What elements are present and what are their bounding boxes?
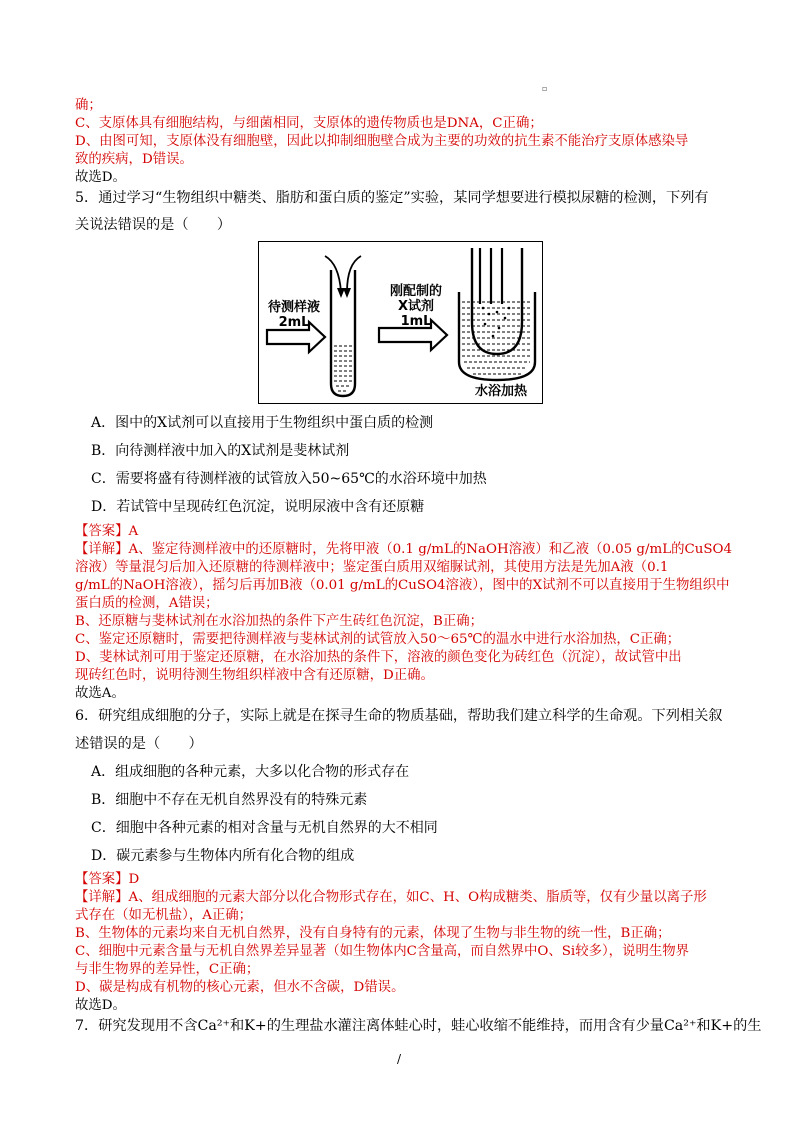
option-d: D．碳元素参与生物体内所有化合物的组成 xyxy=(91,848,355,864)
analysis-line: 确； xyxy=(75,98,102,113)
option-b: B．细胞中不存在无机自然界没有的特殊元素 xyxy=(91,792,368,808)
reagent-label: 刚配制的 xyxy=(389,284,442,299)
reagent-volume-label: 1mL xyxy=(400,314,432,329)
analysis-line: D、斐林试剂可用于鉴定还原糖，在水浴加热的条件下，溶液的颜色变化为砖红色（沉淀），故试管中出 xyxy=(75,650,682,665)
analysis-line: g/mL的NaOH溶液），摇匀后再加B液（0.01 g/mL的CuSO4溶液），图中的X试剂不可以直接用于生物组织中 xyxy=(75,578,730,593)
analysis-line: D、由图可知，支原体没有细胞壁，因此以抑制细胞壁合成为主要的功效的抗生素不能治疗支原体感染导 xyxy=(75,134,689,149)
option-a: A．图中的X试剂可以直接用于生物组织中蛋白质的检测 xyxy=(91,415,434,431)
option-a: A．组成细胞的各种元素，大多以化合物的形式存在 xyxy=(91,764,410,780)
analysis-line: 溶液）等量混匀后加入还原糖的待测样液中；鉴定蛋白质用双缩脲试剂，其使用方法是先加A液（0.1 xyxy=(75,560,669,575)
page-footer: / xyxy=(397,1052,402,1066)
margin-mark: ▫ xyxy=(542,84,548,93)
analysis-line: 现砖红色时，说明待测生物组织样液中含有还原糖，D正确。 xyxy=(75,668,434,683)
reagent-name-label: X试剂 xyxy=(397,299,435,314)
analysis-line: 【详解】A、鉴定待测样液中的还原糖时，先将甲液（0.1 g/mL的NaOH溶液）和乙液（0.05 g/mL的CuSO4 xyxy=(75,542,733,557)
option-c: C．细胞中各种元素的相对含量与无机自然界的大不相同 xyxy=(91,820,438,836)
answer-line: 【答案】D xyxy=(75,872,140,887)
analysis-line: C、细胞中元素含量与无机自然界差异显著（如生物体内C含量高，而自然界中O、Si较多），说明生物界 xyxy=(75,944,690,959)
analysis-line: 式存在（如无机盐），A正确； xyxy=(75,908,253,923)
experiment-figure xyxy=(258,241,543,404)
choice-line: 故选A。 xyxy=(75,686,125,701)
analysis-line: C、支原体具有细胞结构，与细菌相同，支原体的遗传物质也是DNA，C正确； xyxy=(75,116,543,131)
analysis-line: 致的疾病，D错误。 xyxy=(75,152,193,167)
answer-line: 【答案】A xyxy=(75,524,139,539)
choice-line: 故选D。 xyxy=(75,170,126,185)
water-bath-label: 水浴加热 xyxy=(474,384,527,399)
question-5-stem: 5．通过学习“生物组织中糖类、脂肪和蛋白质的鉴定”实验，某同学想要进行模拟尿糖的检测，下列有 xyxy=(75,190,709,206)
analysis-line: C、鉴定还原糖时，需要把待测样液与斐林试剂的试管放入50～65℃的温水中进行水浴加热，C正确； xyxy=(75,632,681,647)
analysis-line: 与非生物界的差异性，C正确； xyxy=(75,962,260,977)
question-6-stem: 述错误的是（ ） xyxy=(75,736,203,752)
option-b: B．向待测样液中加入的X试剂是斐林试剂 xyxy=(91,443,350,459)
analysis-line: 【详解】A、组成细胞的元素大部分以化合物形式存在，如C、H、O构成糖类、脂质等，仅有少量以离子形 xyxy=(75,890,707,905)
sample-label: 待测样液 xyxy=(267,300,320,315)
analysis-line: B、生物体的元素均来自无机自然界，没有自身特有的元素，体现了生物与非生物的统一性，B正确； xyxy=(75,926,671,941)
sample-volume-label: 2mL xyxy=(278,315,310,330)
question-5-stem: 关说法错误的是（ ） xyxy=(75,217,232,233)
analysis-line: D、碳是构成有机物的核心元素，但水不含碳，D错误。 xyxy=(75,980,405,995)
question-7-stem: 7．研究发现用不含Ca²⁺和K+的生理盐水灌注离体蛙心时，蛙心收缩不能维持，而用含有少量Ca²⁺和K+的生 xyxy=(75,1018,762,1034)
analysis-line: B、还原糖与斐林试剂在水浴加热的条件下产生砖红色沉淀，B正确； xyxy=(75,614,484,629)
analysis-line: 蛋白质的检测，A错误； xyxy=(75,596,219,611)
question-6-stem: 6．研究组成细胞的分子，实际上就是在探寻生命的物质基础，帮助我们建立科学的生命观。下列相关叙 xyxy=(75,708,723,724)
option-c: C．需要将盛有待测样液的试管放入50~65℃的水浴环境中加热 xyxy=(91,471,487,487)
choice-line: 故选D。 xyxy=(75,998,126,1013)
option-d: D．若试管中呈现砖红色沉淀，说明尿液中含有还原糖 xyxy=(91,499,425,515)
